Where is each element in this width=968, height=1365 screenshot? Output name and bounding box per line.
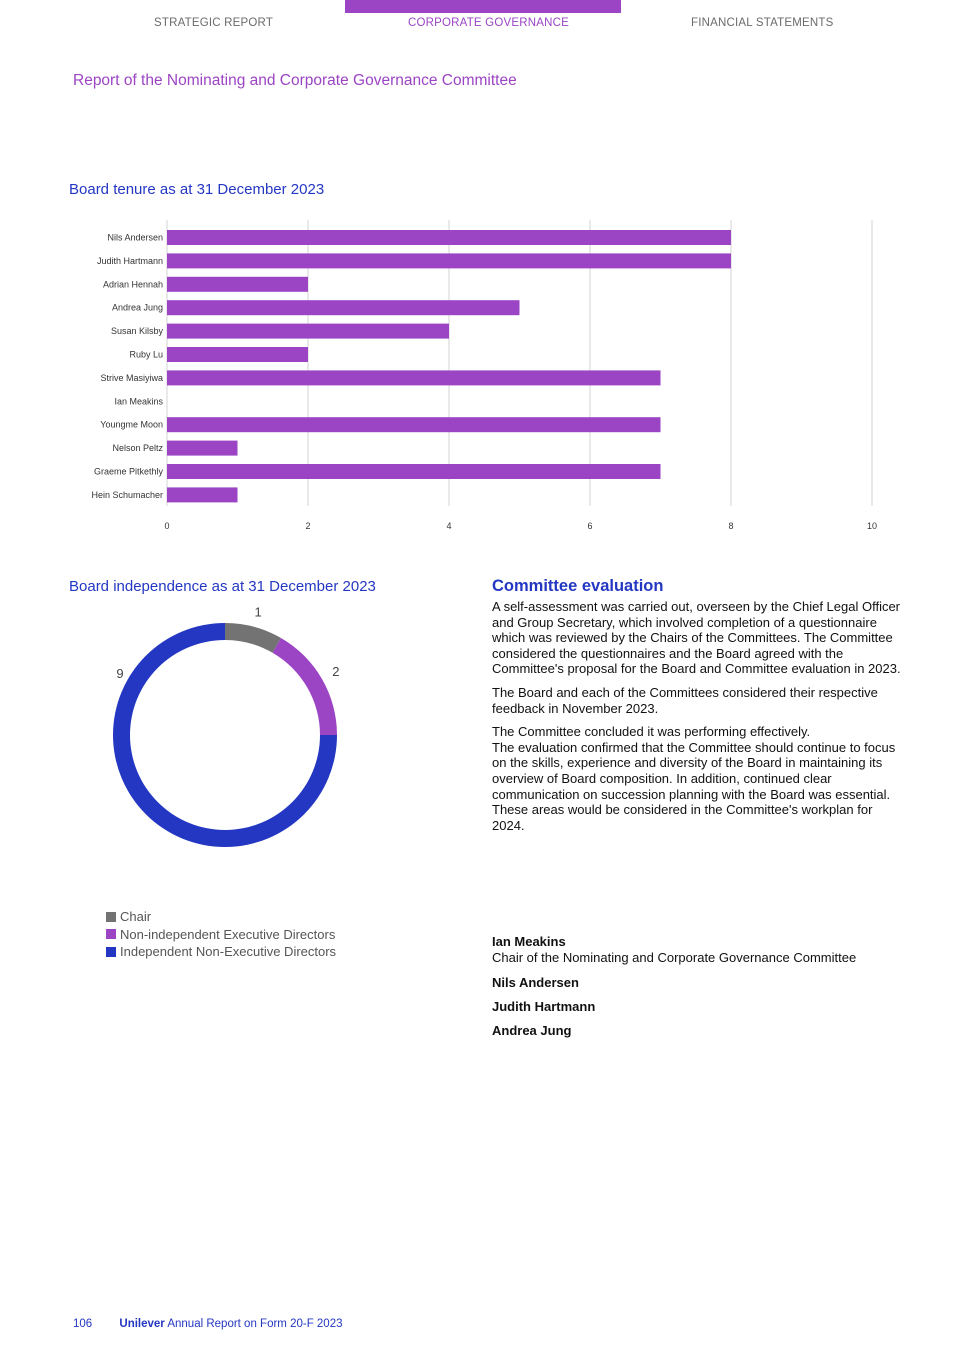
bar-nelson-peltz (167, 441, 238, 456)
bar-graeme-pitkethly (167, 464, 661, 479)
y-category-label: Adrian Hennah (102, 279, 163, 290)
x-tick-label: 6 (587, 520, 593, 531)
bar-hein-schumacher (167, 487, 238, 502)
legend-label: Non-independent Executive Directors (120, 926, 336, 942)
bar-andrea-jung (167, 300, 520, 315)
bar-nils-andersen (167, 230, 731, 245)
independence-chart-title: Board independence as at 31 December 2023 (69, 578, 376, 595)
bar-youngme-moon (167, 417, 661, 432)
x-tick-label: 8 (728, 520, 734, 531)
y-category-label: Youngme Moon (100, 419, 163, 430)
donut-slice-non-independent-executive-directors (273, 638, 338, 735)
bar-ruby-lu (167, 347, 308, 362)
tab-financial-statements[interactable]: FINANCIAL STATEMENTS (691, 17, 834, 29)
y-category-label: Ruby Lu (129, 349, 163, 360)
y-category-label: Ian Meakins (114, 396, 163, 407)
bar-susan-kilsby (167, 324, 449, 339)
active-tab-indicator (345, 0, 621, 13)
report-name: Annual Report on Form 20-F 2023 (167, 1318, 343, 1330)
legend-swatch-chair (106, 912, 116, 922)
donut-data-label: 1 (254, 604, 262, 620)
bar-judith-hartmann (167, 253, 731, 268)
y-category-label: Hein Schumacher (91, 489, 163, 500)
chair-role: Chair of the Nominating and Corporate Governance Committee (492, 949, 857, 965)
donut-data-label: 9 (116, 665, 124, 681)
legend-label: Independent Non-Executive Directors (120, 944, 337, 960)
x-tick-label: 10 (866, 520, 878, 531)
bar-adrian-hennah (167, 277, 308, 292)
evaluation-paragraph: A self-assessment was carried out, overseen by the Chief Legal Officer and Group Secretary, which involved completion of a questionnaire which was reviewed by the Chairs of the Committees. The Committee considered the questionnaires and the Board agreed with the Committee's proposal for the Board and Committee evaluation in 2023. (492, 599, 901, 677)
donut-slice-chair (225, 623, 281, 653)
legend-swatch-non-independent (106, 929, 116, 939)
committee-signoff (492, 934, 902, 1047)
chair-name: Ian Meakins (492, 934, 566, 949)
evaluation-paragraph: The Board and each of the Committees considered their respective feedback in November 2023. (492, 684, 878, 716)
x-tick-label: 0 (164, 520, 170, 531)
donut-legend (106, 908, 336, 961)
page-footer (73, 1318, 343, 1330)
legend-item-non-independent (106, 926, 336, 944)
y-category-label: Andrea Jung (111, 302, 163, 313)
y-category-label: Graeme Pitkethly (93, 466, 163, 477)
independence-donut-chart (90, 600, 380, 870)
tenure-bar-chart (0, 220, 968, 540)
brand-name: Unilever (119, 1318, 165, 1330)
tab-strategic-report[interactable]: STRATEGIC REPORT (154, 17, 274, 29)
page-title: Report of the Nominating and Corporate Governance Committee (73, 72, 517, 89)
legend-swatch-independent (106, 947, 116, 957)
y-category-label: Nelson Peltz (112, 443, 163, 454)
x-tick-label: 4 (446, 520, 452, 531)
committee-evaluation-section (492, 577, 902, 841)
donut-data-label: 2 (332, 664, 340, 679)
y-category-label: Judith Hartmann (96, 255, 163, 266)
committee-member: Nils Andersen (492, 975, 579, 991)
legend-item-chair (106, 908, 336, 926)
legend-item-independent (106, 943, 336, 961)
y-category-label: Susan Kilsby (110, 326, 163, 337)
evaluation-paragraph: The Committee concluded it was performing effectively. (492, 724, 811, 740)
committee-member: Andrea Jung (492, 1023, 572, 1039)
tenure-chart-title: Board tenure as at 31 December 2023 (69, 181, 325, 198)
y-category-label: Strive Masiyiwa (100, 372, 163, 383)
page-number: 106 (73, 1318, 93, 1330)
evaluation-paragraph: The evaluation confirmed that the Committee should continue to focus on the skills, experience and diversity of the Board in maintaining its overview of Board composition. In addition, continued clear communication on succession planning with the Board was essential. These areas would be considered in the Committee's workplan for 2024. (492, 739, 896, 833)
committee-evaluation-heading: Committee evaluation (492, 577, 664, 595)
tab-corporate-governance[interactable]: CORPORATE GOVERNANCE (408, 17, 569, 29)
legend-label: Chair (120, 909, 152, 925)
y-category-label: Nils Andersen (107, 232, 163, 243)
committee-member: Judith Hartmann (492, 999, 596, 1015)
bar-strive-masiyiwa (167, 370, 661, 385)
x-tick-label: 2 (305, 520, 311, 531)
